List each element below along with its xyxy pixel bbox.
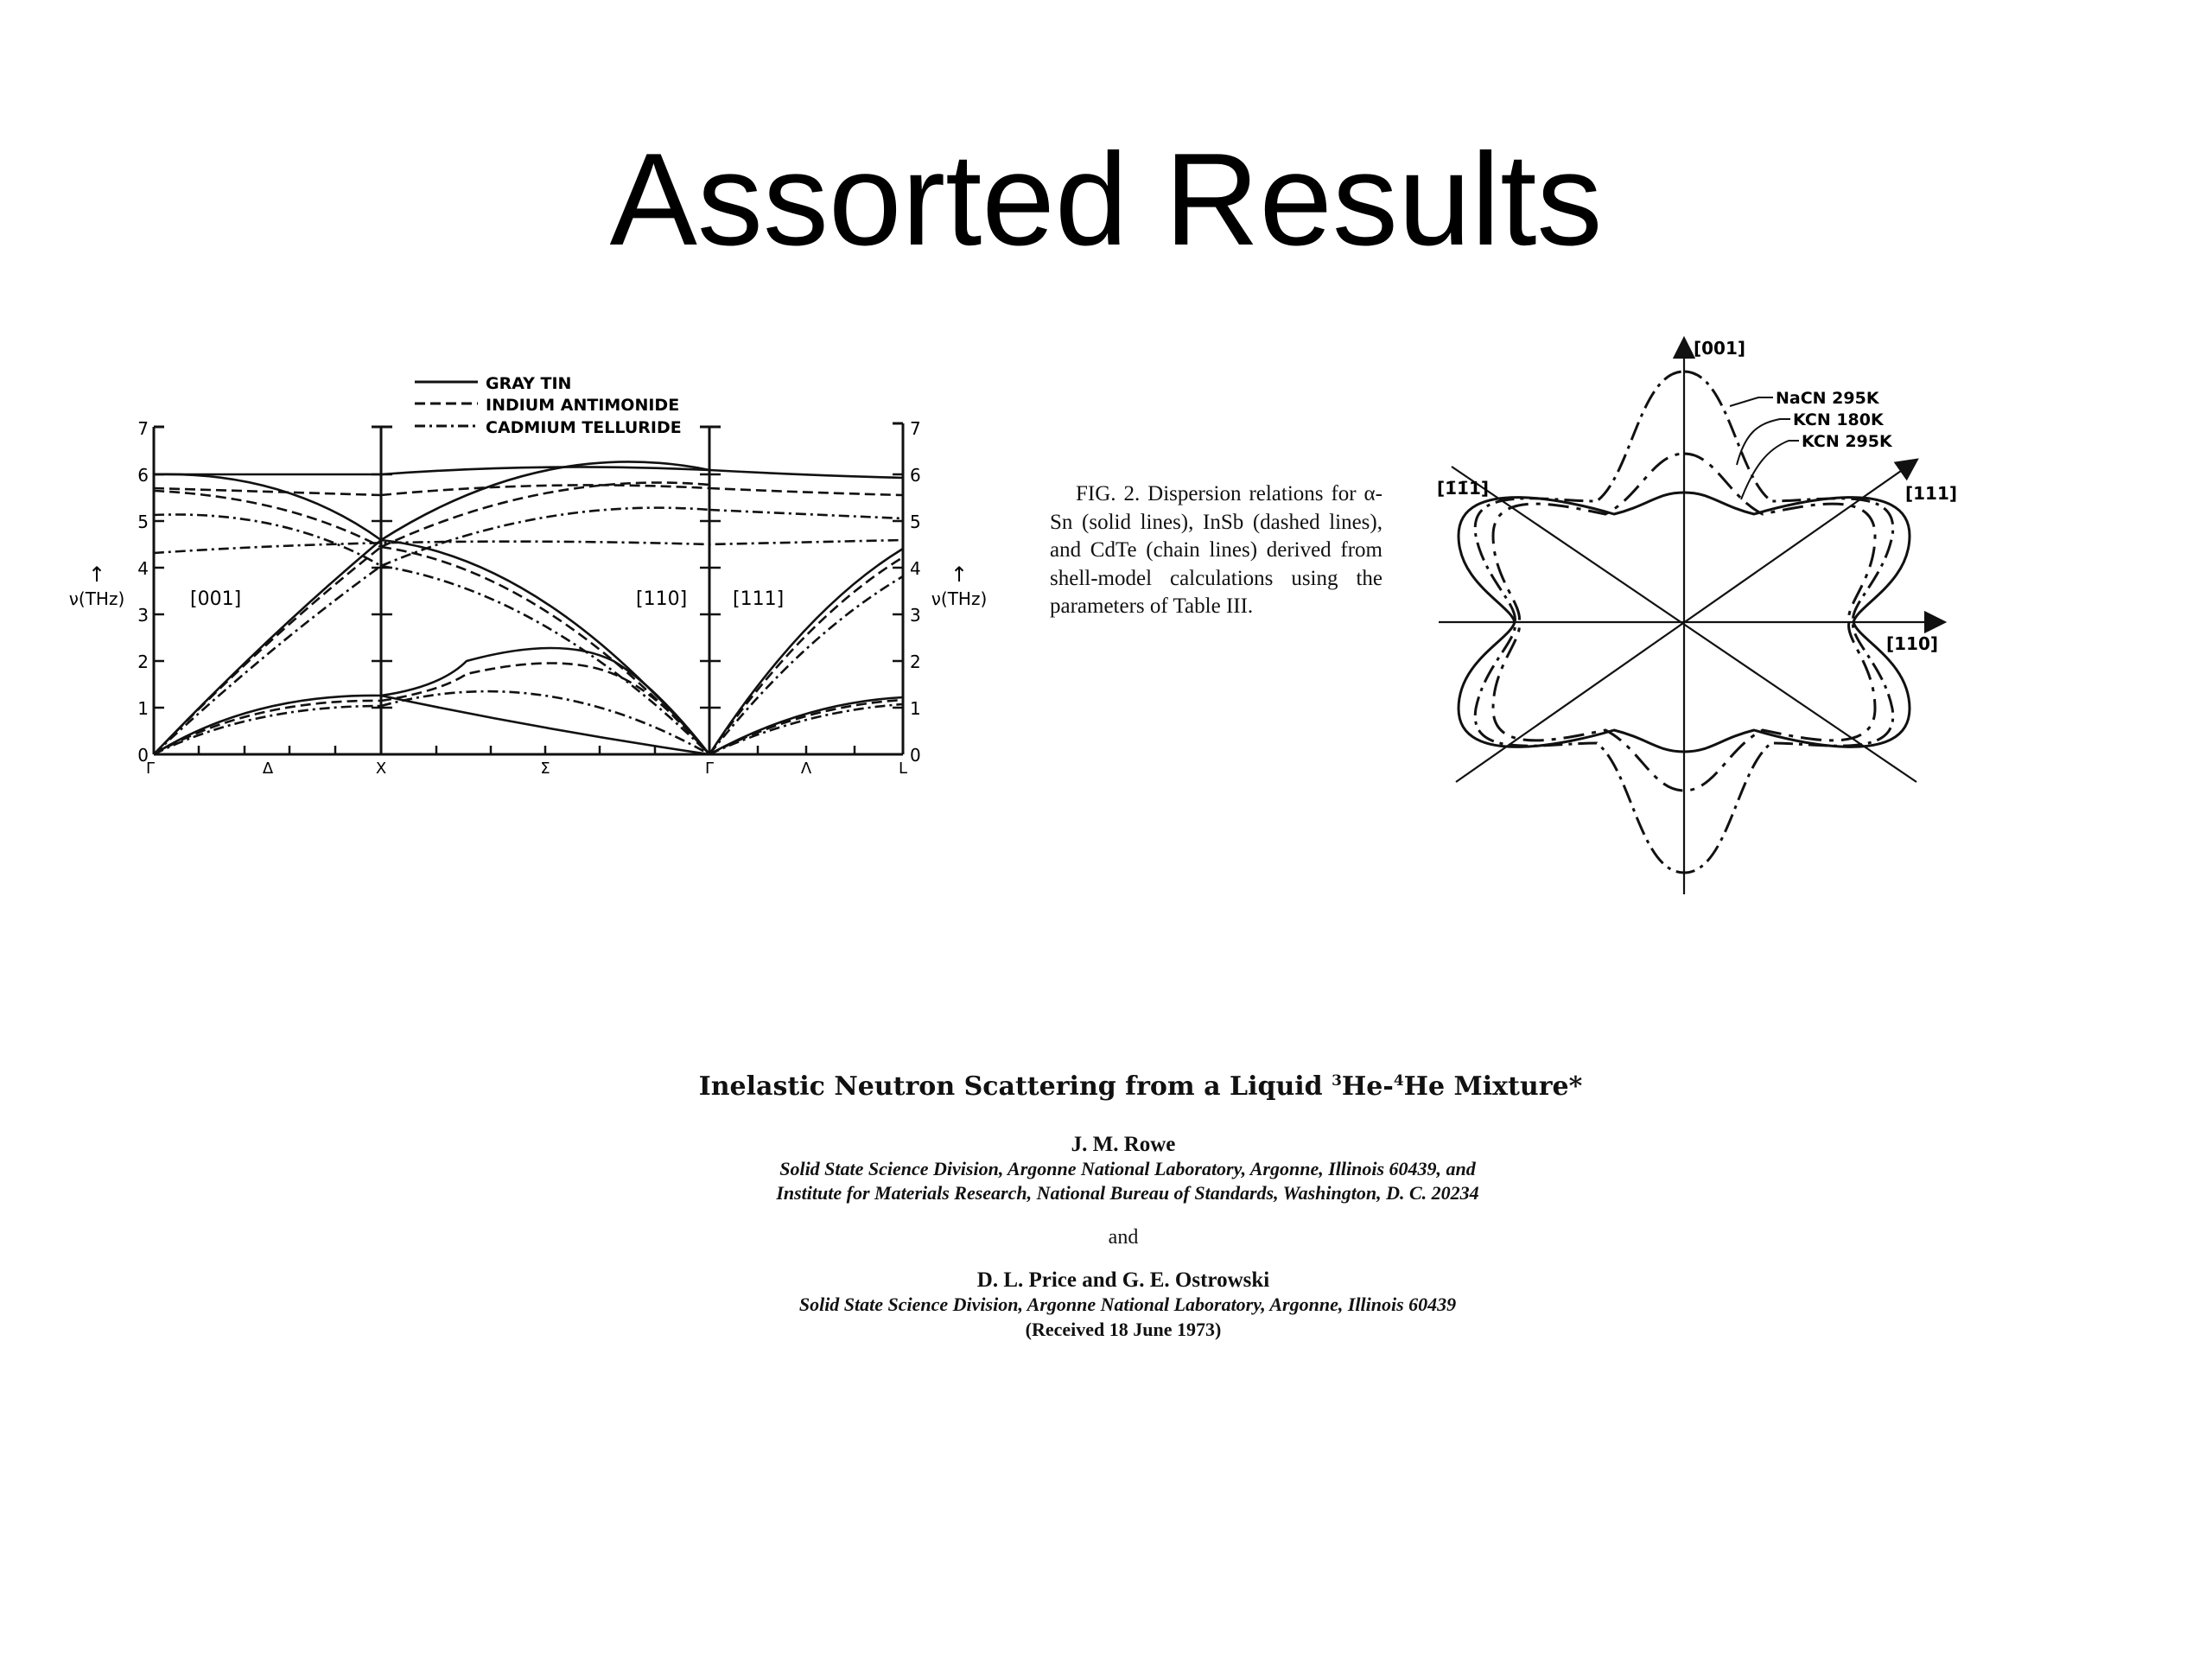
paper-title-post: He Mixture*: [1403, 1071, 1583, 1102]
dispersion-figure: [60, 350, 988, 782]
author-price-ostrowski: D. L. Price and G. E. Ostrowski: [976, 1268, 1270, 1292]
legend-leaders: [1730, 397, 1799, 499]
x-tick-gamma-1: Γ: [145, 760, 156, 778]
y-axis-arrow-right: ↑: [950, 563, 969, 587]
author-rowe: J. M. Rowe: [1071, 1133, 1176, 1156]
axis-label-111: [111]: [1905, 483, 1958, 504]
legend-cadmium-telluride: CADMIUM TELLURIDE: [486, 418, 682, 437]
paper-title-pre: Inelastic Neutron Scattering from a Liquid: [698, 1071, 1332, 1102]
direction-001: [001]: [190, 588, 242, 610]
cadmium-telluride-curves: [154, 508, 903, 754]
y-tick-right-4: 4: [910, 558, 921, 579]
direction-110: [110]: [636, 588, 688, 610]
y-tick-2: 2: [137, 652, 149, 672]
legend-indium-antimonide: INDIUM ANTIMONIDE: [486, 396, 680, 415]
received-date: (Received 18 June 1973): [1025, 1319, 1222, 1340]
dispersion-curves: [154, 461, 903, 754]
legend-kcn-180k: KCN 180K: [1793, 410, 1884, 429]
x-tick-gamma-2: Γ: [704, 760, 715, 778]
y-tick-7: 7: [137, 418, 149, 439]
y-tick-3: 3: [137, 605, 149, 626]
y-tick-right-5: 5: [910, 512, 921, 532]
axis-label-001: [001]: [1694, 338, 1746, 359]
slide-title: Assorted Results: [609, 126, 1603, 273]
paper-title-mid: He-: [1341, 1071, 1394, 1102]
y-tick-labels-right: [910, 418, 921, 766]
legend-gray-tin: GRAY TIN: [486, 374, 572, 393]
affiliation-1-line-1: Solid State Science Division, Argonne National Laboratory, Argonne, Illinois 60439, and: [779, 1158, 1476, 1179]
x-tick-delta: Δ: [262, 760, 274, 778]
legend-nacn-295k: NaCN 295K: [1776, 389, 1879, 408]
x-tick-l: L: [898, 760, 908, 778]
x-tick-lambda: Λ: [800, 760, 812, 778]
y-tick-right-2: 2: [910, 652, 921, 672]
axis-label-111-bar: [1̄1̄1]: [1437, 478, 1490, 499]
and-separator: and: [1108, 1226, 1139, 1249]
y-tick-right-6: 6: [910, 465, 921, 486]
axis-label-110: [110]: [1886, 633, 1939, 654]
polar-figure: [1417, 328, 1958, 899]
y-tick-6: 6: [137, 465, 149, 486]
y-tick-right-0: 0: [910, 745, 921, 766]
direction-111: [111]: [733, 588, 785, 610]
y-axis-label-left: ν(THz): [68, 588, 125, 609]
superscript-4: 4: [1393, 1072, 1404, 1090]
y-ticks: [154, 474, 903, 754]
y-tick-right-3: 3: [910, 605, 921, 626]
y-tick-5: 5: [137, 512, 149, 532]
superscript-3: 3: [1332, 1072, 1342, 1090]
x-tick-sigma: Σ: [540, 760, 550, 778]
paper-title: [69, 1071, 2212, 1102]
y-tick-right-1: 1: [910, 698, 921, 719]
affiliation-1-line-2: Institute for Materials Research, National Bureau of Standards, Washington, D. C. 20234: [776, 1182, 1479, 1204]
y-tick-0: 0: [137, 745, 149, 766]
y-axis-label-right: ν(THz): [931, 588, 988, 609]
y-axis-arrow-left: ↑: [87, 563, 106, 587]
y-tick-right-7: 7: [910, 418, 921, 439]
legend-kcn-295k: KCN 295K: [1802, 432, 1892, 451]
y-tick-4: 4: [137, 558, 149, 579]
legend: [415, 382, 478, 426]
figure-caption: FIG. 2. Dispersion relations for α-Sn (solid lines), InSb (dashed lines), and CdTe (chain lines) derived from shell-model calculations using the parameters of Table III.: [1050, 482, 1382, 618]
x-tick-x: X: [375, 760, 387, 778]
affiliation-2: Solid State Science Division, Argonne National Laboratory, Argonne, Illinois 60439: [798, 1294, 1457, 1315]
paper-header: [0, 1071, 2212, 1341]
x-tick-labels: [146, 760, 907, 778]
y-tick-labels-left: [137, 418, 149, 766]
y-tick-1: 1: [137, 698, 149, 719]
